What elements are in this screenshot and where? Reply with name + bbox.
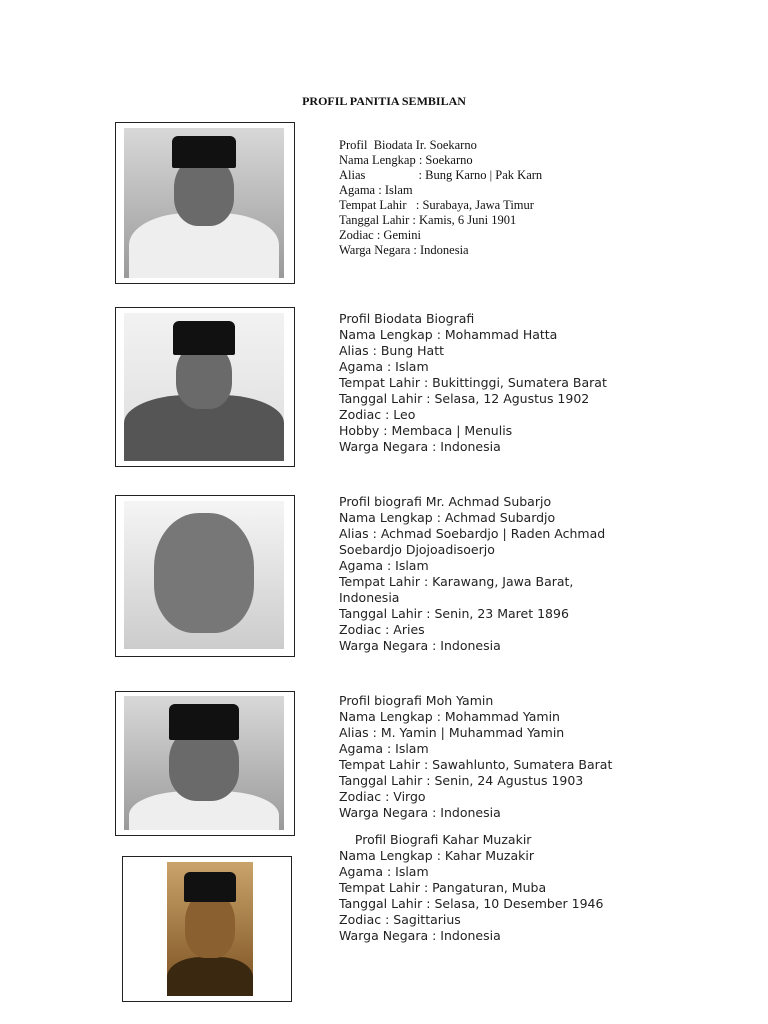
profile-line: Zodiac : Gemini <box>339 228 421 242</box>
profile-line: Warga Negara : Indonesia <box>339 805 501 820</box>
page-title: PROFIL PANITIA SEMBILAN <box>302 94 466 108</box>
profile-line: Tanggal Lahir : Senin, 24 Agustus 1903 <box>339 773 584 788</box>
profile-line: Profil Biodata Ir. Soekarno <box>339 138 477 152</box>
profile-line: Tempat Lahir : Sawahlunto, Sumatera Barat <box>339 757 613 772</box>
profile-line: Agama : Islam <box>339 558 429 573</box>
profile-line: Agama : Islam <box>339 741 429 756</box>
profile-line: Indonesia <box>339 590 400 605</box>
photo-frame-kahar-muzakir <box>122 856 292 1002</box>
profile-hatta <box>339 311 607 455</box>
profile-line: Soebardjo Djojoadisoerjo <box>339 542 495 557</box>
profile-line: Agama : Islam <box>339 864 429 879</box>
photo-frame-soekarno <box>115 122 295 284</box>
profile-yamin <box>339 693 612 821</box>
portrait-yamin <box>124 696 284 830</box>
profile-line: Warga Negara : Indonesia <box>339 638 501 653</box>
profile-line: Profil biografi Moh Yamin <box>339 693 494 708</box>
profile-line: Nama Lengkap : Soekarno <box>339 153 473 167</box>
profile-line: Warga Negara : Indonesia <box>339 928 501 943</box>
profile-line: Hobby : Membaca | Menulis <box>339 423 513 438</box>
profile-line: Tanggal Lahir : Kamis, 6 Juni 1901 <box>339 213 517 227</box>
profile-line: Alias : Achmad Soebardjo | Raden Achmad <box>339 526 606 541</box>
profile-line: Tanggal Lahir : Senin, 23 Maret 1896 <box>339 606 569 621</box>
profile-line: Zodiac : Virgo <box>339 789 426 804</box>
portrait-kahar-muzakir <box>167 862 253 996</box>
portrait-subarjo <box>124 501 284 649</box>
profile-line: Nama Lengkap : Mohammad Yamin <box>339 709 560 724</box>
profile-line: Profil Biografi Kahar Muzakir <box>339 832 532 847</box>
profile-kahar-muzakir <box>339 832 603 944</box>
portrait-soekarno <box>124 128 284 278</box>
profile-line: Alias : Bung Hatt <box>339 343 445 358</box>
profile-line: Profil biografi Mr. Achmad Subarjo <box>339 494 552 509</box>
profile-line: Zodiac : Sagittarius <box>339 912 461 927</box>
profile-subarjo <box>339 494 605 654</box>
profile-line: Nama Lengkap : Achmad Subardjo <box>339 510 556 525</box>
profile-soekarno <box>339 138 542 258</box>
profile-line: Tempat Lahir : Karawang, Jawa Barat, <box>339 574 574 589</box>
photo-frame-subarjo <box>115 495 295 657</box>
profile-line: Tempat Lahir : Pangaturan, Muba <box>339 880 547 895</box>
photo-frame-yamin <box>115 691 295 836</box>
profile-line: Tanggal Lahir : Selasa, 10 Desember 1946 <box>339 896 604 911</box>
profile-line: Warga Negara : Indonesia <box>339 243 469 257</box>
profile-line: Agama : Islam <box>339 359 429 374</box>
profile-line: Warga Negara : Indonesia <box>339 439 501 454</box>
profile-line: Zodiac : Leo <box>339 407 416 422</box>
profile-line: Alias : Bung Karno | Pak Karn <box>339 168 543 182</box>
profile-line: Profil Biodata Biografi <box>339 311 475 326</box>
portrait-hatta <box>124 313 284 461</box>
profile-line: Agama : Islam <box>339 183 413 197</box>
profile-line: Tempat Lahir : Bukittinggi, Sumatera Barat <box>339 375 607 390</box>
profile-line: Zodiac : Aries <box>339 622 425 637</box>
profile-line: Tempat Lahir : Surabaya, Jawa Timur <box>339 198 534 212</box>
photo-frame-hatta <box>115 307 295 467</box>
profile-line: Alias : M. Yamin | Muhammad Yamin <box>339 725 565 740</box>
profile-line: Nama Lengkap : Mohammad Hatta <box>339 327 558 342</box>
profile-line: Nama Lengkap : Kahar Muzakir <box>339 848 534 863</box>
profile-line: Tanggal Lahir : Selasa, 12 Agustus 1902 <box>339 391 590 406</box>
